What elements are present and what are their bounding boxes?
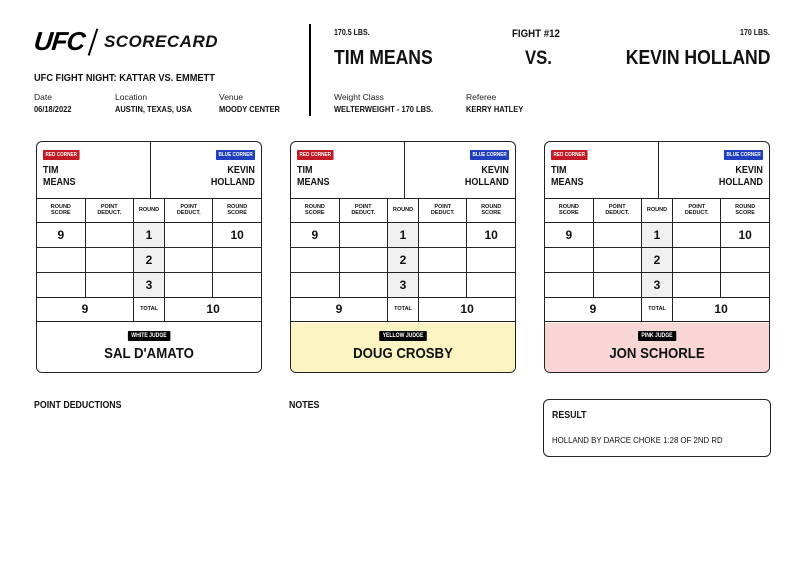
blue-fighter-label xyxy=(465,165,509,189)
red-round-score xyxy=(37,272,85,297)
red-fighter-weight: 170.5 LBS. xyxy=(334,28,370,37)
blue-round-score xyxy=(213,272,261,297)
round-number: 3 xyxy=(641,272,672,297)
blue-corner-badge: BLUE CORNER xyxy=(216,150,255,160)
round-row xyxy=(545,247,769,272)
round-row xyxy=(545,222,769,247)
logo-divider xyxy=(88,28,98,55)
weight-class-value: WELTERWEIGHT - 170 LBS. xyxy=(334,104,434,114)
judge-badge: WHITE JUDGE xyxy=(128,331,170,341)
red-first-name: TIM xyxy=(43,165,59,176)
blue-point-deduct xyxy=(165,247,213,272)
total-label: TOTAL xyxy=(641,297,672,321)
point-deductions-heading: POINT DEDUCTIONS xyxy=(34,400,122,411)
judge-name: DOUG CROSBY xyxy=(353,345,453,362)
blue-point-deduct xyxy=(419,272,467,297)
round-row xyxy=(37,222,261,247)
red-point-deduct xyxy=(339,247,387,272)
round-number: 2 xyxy=(641,247,672,272)
total-label: TOTAL xyxy=(387,297,418,321)
judge-panel xyxy=(291,323,515,373)
blue-fighter-label xyxy=(211,165,255,189)
score-table xyxy=(545,199,769,322)
blue-fighter-weight: 170 LBS. xyxy=(740,28,770,37)
blue-fighter-name: KEVIN HOLLAND xyxy=(625,47,770,69)
judge-scorecard-1 xyxy=(36,141,262,373)
round-number: 2 xyxy=(387,247,418,272)
col-blue-round-score: ROUND SCORE xyxy=(721,199,769,222)
red-round-score: 9 xyxy=(291,222,339,247)
red-total: 9 xyxy=(291,297,387,321)
red-total: 9 xyxy=(545,297,641,321)
col-red-point-deduct: POINT DEDUCT. xyxy=(85,199,133,222)
red-point-deduct xyxy=(593,272,641,297)
round-number: 3 xyxy=(133,272,164,297)
location-label: Location xyxy=(115,92,148,102)
judge-badge: PINK JUDGE xyxy=(638,331,676,341)
blue-round-score: 10 xyxy=(213,222,261,247)
score-table-header xyxy=(37,199,261,222)
blue-round-score xyxy=(467,272,515,297)
red-round-score xyxy=(545,272,593,297)
round-number: 1 xyxy=(387,222,418,247)
round-row xyxy=(291,272,515,297)
col-red-point-deduct: POINT DEDUCT. xyxy=(593,199,641,222)
col-red-round-score: ROUND SCORE xyxy=(291,199,339,222)
total-row xyxy=(37,297,261,321)
red-first-name: TIM xyxy=(551,165,567,176)
round-number: 1 xyxy=(641,222,672,247)
corner-divider xyxy=(404,142,405,199)
blue-point-deduct xyxy=(673,272,721,297)
blue-round-score xyxy=(721,247,769,272)
round-row xyxy=(291,222,515,247)
venue-value: MOODY CENTER xyxy=(219,104,280,114)
venue-label: Venue xyxy=(219,92,244,102)
round-number: 3 xyxy=(387,272,418,297)
red-corner-badge: RED CORNER xyxy=(297,150,334,160)
red-round-score xyxy=(291,247,339,272)
red-point-deduct xyxy=(339,222,387,247)
result-value: HOLLAND BY DARCE CHOKE 1:28 OF 2ND RD xyxy=(552,435,723,445)
col-red-round-score: ROUND SCORE xyxy=(37,199,85,222)
score-table-header xyxy=(291,199,515,222)
score-table xyxy=(37,199,261,322)
blue-corner-badge: BLUE CORNER xyxy=(470,150,509,160)
round-row xyxy=(37,272,261,297)
blue-round-score xyxy=(213,247,261,272)
col-blue-round-score: ROUND SCORE xyxy=(213,199,261,222)
round-row xyxy=(545,272,769,297)
blue-round-score xyxy=(721,272,769,297)
red-round-score xyxy=(291,272,339,297)
blue-first-name: KEVIN xyxy=(481,165,509,176)
header-divider xyxy=(309,24,311,116)
blue-last-name: HOLLAND xyxy=(718,177,763,188)
corners-header xyxy=(37,142,261,199)
blue-point-deduct xyxy=(165,272,213,297)
corner-divider xyxy=(150,142,151,199)
fight-number: FIGHT #12 xyxy=(512,28,560,40)
scorecard-title: SCORECARD xyxy=(103,31,218,51)
notes-heading: NOTES xyxy=(289,400,320,411)
blue-round-score xyxy=(467,247,515,272)
blue-point-deduct xyxy=(165,222,213,247)
total-row xyxy=(545,297,769,321)
blue-round-score: 10 xyxy=(467,222,515,247)
blue-last-name: HOLLAND xyxy=(464,177,509,188)
referee-value: KERRY HATLEY xyxy=(466,104,524,114)
referee-label: Referee xyxy=(466,92,497,102)
red-round-score: 9 xyxy=(545,222,593,247)
round-row xyxy=(291,247,515,272)
blue-point-deduct xyxy=(673,222,721,247)
col-round: ROUND xyxy=(387,199,418,222)
round-number: 1 xyxy=(133,222,164,247)
location-value: AUSTIN, TEXAS, USA xyxy=(115,104,192,114)
corners-header xyxy=(291,142,515,199)
red-fighter-label xyxy=(297,165,330,189)
judge-panel xyxy=(545,323,769,373)
red-round-score xyxy=(545,247,593,272)
blue-total: 10 xyxy=(419,297,515,321)
red-point-deduct xyxy=(593,247,641,272)
col-red-round-score: ROUND SCORE xyxy=(545,199,593,222)
judge-name: JON SCHORLE xyxy=(609,345,705,362)
corner-divider xyxy=(658,142,659,199)
blue-corner-badge: BLUE CORNER xyxy=(724,150,763,160)
result-box xyxy=(543,399,771,457)
blue-point-deduct xyxy=(673,247,721,272)
red-round-score: 9 xyxy=(37,222,85,247)
logo-text: UFC xyxy=(32,26,87,56)
red-point-deduct xyxy=(85,272,133,297)
total-row xyxy=(291,297,515,321)
event-name: UFC FIGHT NIGHT: KATTAR VS. EMMETT xyxy=(34,72,215,84)
col-blue-point-deduct: POINT DEDUCT. xyxy=(165,199,213,222)
red-fighter-name: TIM MEANS xyxy=(334,47,433,69)
col-blue-round-score: ROUND SCORE xyxy=(467,199,515,222)
date-value: 06/18/2022 xyxy=(34,104,72,114)
judge-scorecard-3 xyxy=(544,141,770,373)
judge-scorecard-2 xyxy=(290,141,516,373)
red-point-deduct xyxy=(339,272,387,297)
round-number: 2 xyxy=(133,247,164,272)
blue-point-deduct xyxy=(419,247,467,272)
blue-point-deduct xyxy=(419,222,467,247)
judge-panel xyxy=(37,323,261,373)
red-corner-badge: RED CORNER xyxy=(551,150,588,160)
corners-header xyxy=(545,142,769,199)
col-blue-point-deduct: POINT DEDUCT. xyxy=(419,199,467,222)
total-label: TOTAL xyxy=(133,297,164,321)
score-table-header xyxy=(545,199,769,222)
red-fighter-label xyxy=(551,165,584,189)
col-round: ROUND xyxy=(133,199,164,222)
blue-fighter-label xyxy=(719,165,763,189)
blue-first-name: KEVIN xyxy=(227,165,255,176)
col-blue-point-deduct: POINT DEDUCT. xyxy=(673,199,721,222)
red-round-score xyxy=(37,247,85,272)
versus-label: VS. xyxy=(525,48,552,69)
blue-round-score: 10 xyxy=(721,222,769,247)
red-first-name: TIM xyxy=(297,165,313,176)
judge-name: SAL D'AMATO xyxy=(104,345,194,362)
red-corner-badge: RED CORNER xyxy=(43,150,80,160)
red-last-name: MEANS xyxy=(297,177,330,188)
score-table xyxy=(291,199,515,322)
red-total: 9 xyxy=(37,297,133,321)
red-point-deduct xyxy=(593,222,641,247)
red-point-deduct xyxy=(85,222,133,247)
col-red-point-deduct: POINT DEDUCT. xyxy=(339,199,387,222)
red-last-name: MEANS xyxy=(43,177,76,188)
red-point-deduct xyxy=(85,247,133,272)
blue-total: 10 xyxy=(165,297,261,321)
red-last-name: MEANS xyxy=(551,177,584,188)
red-fighter-label xyxy=(43,165,76,189)
weight-class-label: Weight Class xyxy=(334,92,384,102)
blue-first-name: KEVIN xyxy=(735,165,763,176)
blue-total: 10 xyxy=(673,297,769,321)
col-round: ROUND xyxy=(641,199,672,222)
round-row xyxy=(37,247,261,272)
blue-last-name: HOLLAND xyxy=(210,177,255,188)
result-title: RESULT xyxy=(552,410,587,421)
ufc-logo xyxy=(34,26,218,57)
judge-badge: YELLOW JUDGE xyxy=(379,331,427,341)
date-label: Date xyxy=(34,92,52,102)
